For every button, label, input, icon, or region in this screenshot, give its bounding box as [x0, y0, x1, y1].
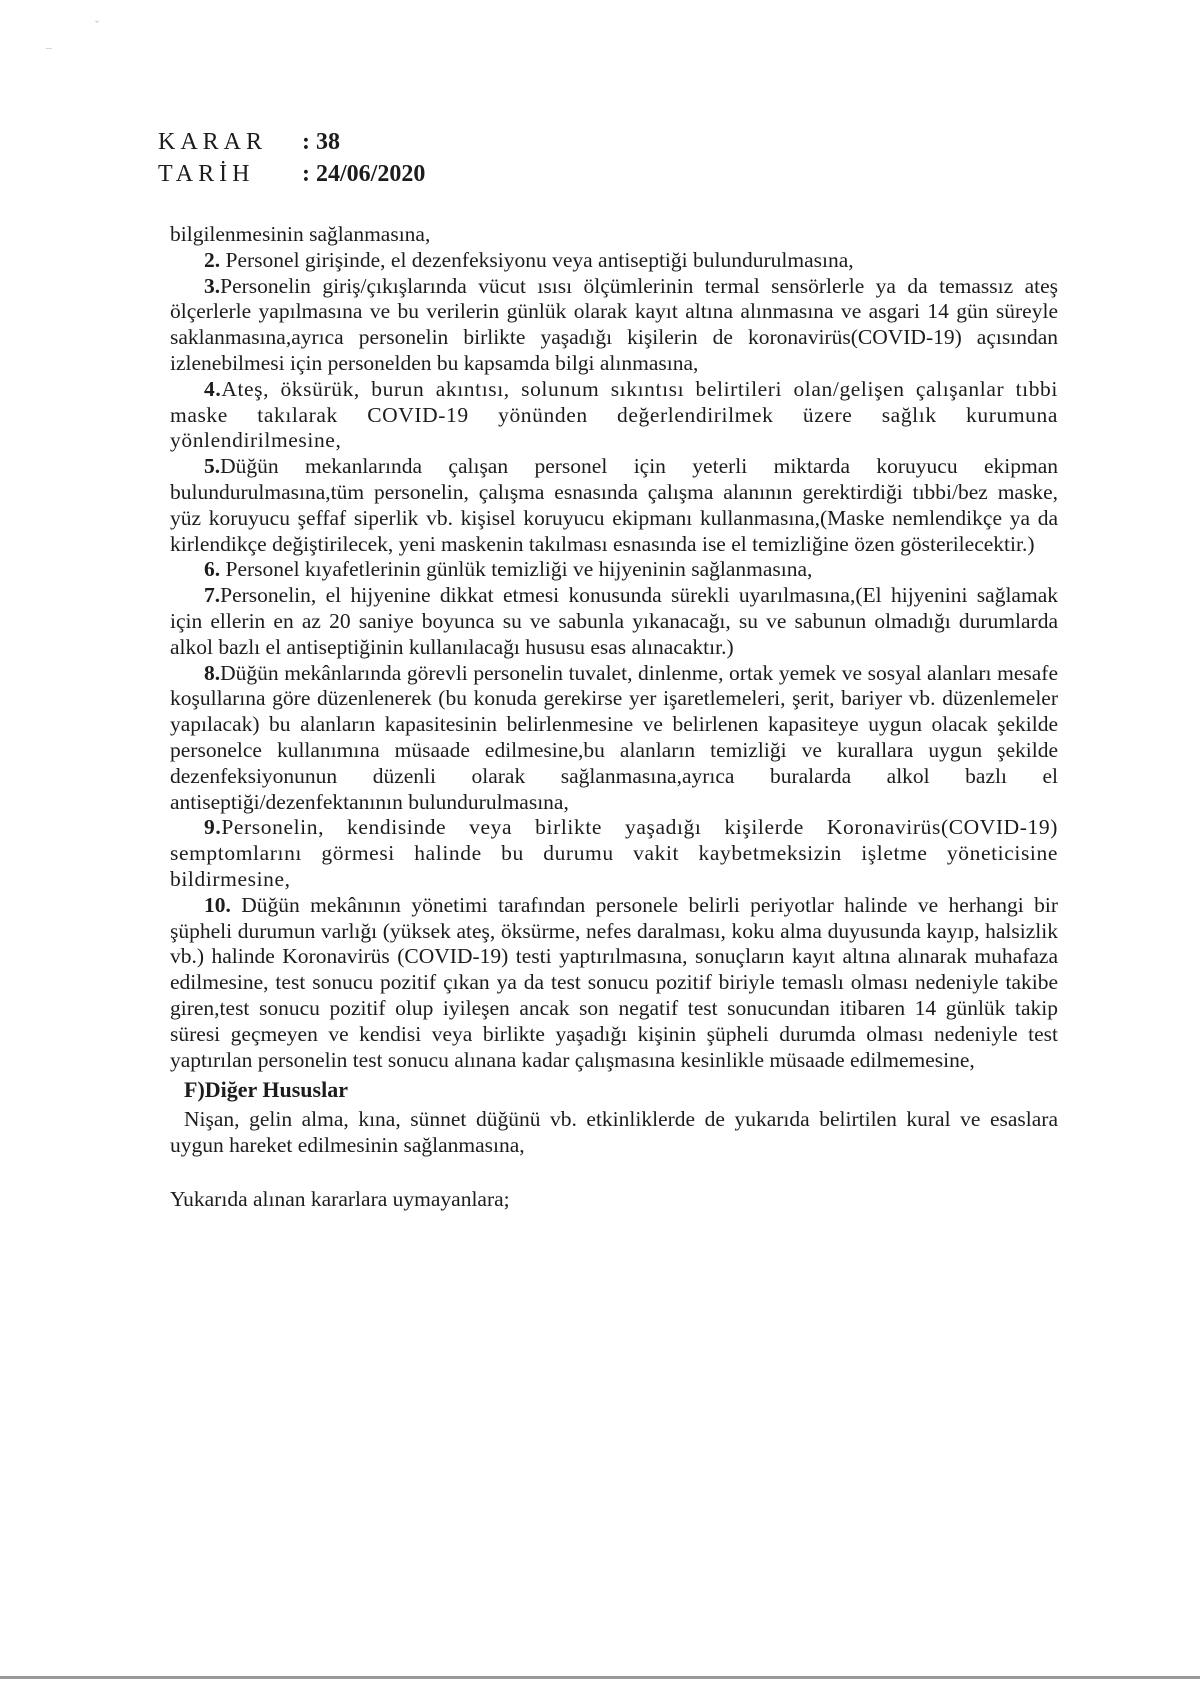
- list-item-3: [170, 274, 1058, 377]
- item-text: Personelin giriş/çıkışlarında vücut ısısı ölçümlerinin termal sensörlerle ya da temassız ateş ölçerlerle yapılmasına ve bu verilerin günlük olarak kayıt altına alınmasına ve asgari 14 gün süreyle saklanmasına,ayrıca personelin birlikte yaşadığı kişilerin de koronavirüs(COVID-19) açısından izlenebilmesi için personelden bu kapsamda bilgi alınmasına,: [170, 273, 1058, 375]
- decision-number-row: [158, 126, 425, 158]
- decision-number: : 38: [302, 129, 340, 155]
- decision-date-row: [158, 158, 425, 190]
- decision-header: [158, 126, 425, 190]
- item-text: Düğün mekânlarında görevli personelin tuvalet, dinlenme, ortak yemek ve sosyal alanları mesafe koşullarına göre düzenlenerek (bu konuda gerekirse yer işaretlemeleri, şerit, bariyer vb. düzenlemeler yapılacak) bu alanların kapasitesinin belirlenmesine ve belirlenen kapasiteye uygun olacak şekilde personelce kullanımına müsaade edilmesine,bu alanların temizliği ve kurallara uygun şekilde dezenfeksiyonunun düzenli olarak sağlanmasına,ayrıca buralarda alkol bazlı el antiseptiği/dezenfektanının bulundurulmasına,: [170, 660, 1058, 814]
- item-text: Personel girişinde, el dezenfeksiyonu veya antiseptiği bulundurulmasına,: [220, 247, 854, 272]
- item-number: 5.: [204, 454, 221, 479]
- scan-speck: –: [46, 40, 52, 54]
- section-heading: F)Diğer Hususlar: [184, 1077, 348, 1103]
- list-item-2: [170, 248, 1058, 274]
- item-number: 7.: [204, 583, 221, 608]
- item-text: Ateş, öksürük, burun akıntısı, solunum sıkıntısı belirtileri olan/gelişen çalışanlar tıbbi maske takılarak COVID-19 yönünden değerlendirilmek üzere sağlık kurumuna yönlendirilmesine,: [170, 376, 1058, 453]
- list-item-6: [170, 557, 1058, 583]
- list-item-7: [170, 583, 1058, 660]
- date-label: TARİH: [158, 161, 255, 187]
- list-item-5: [170, 454, 1058, 557]
- item-number: 6.: [204, 557, 221, 582]
- page-bottom-rule: [0, 1676, 1200, 1679]
- item-number: 2.: [204, 247, 221, 272]
- item-number: 8.: [204, 660, 221, 685]
- item-number: 9.: [204, 815, 222, 840]
- scan-speck: ˇ: [95, 18, 99, 32]
- list-item-10: [170, 893, 1058, 1074]
- item-text: Düğün mekanlarında çalışan personel için yeterli miktarda koruyucu ekipman bulundurulmasına,tüm personelin, çalışma esnasında çalışma alanının gerektirdiği tıbbi/bez maske, yüz koruyucu şeffaf siperlik vb. kişisel koruyucu ekipmanı kullanmasına,(Maske nemlendikçe ya da kirlendikçe değiştirilecek, yeni maskenin takılması esnasında ise el temizliğine özen gösterilecektir.): [170, 454, 1058, 556]
- closing-line: Yukarıda alınan kararlara uymayanlara;: [170, 1186, 510, 1211]
- decision-date: : 24/06/2020: [302, 161, 426, 187]
- item-number: 4.: [204, 376, 222, 401]
- item-text: Personelin, el hijyenine dikkat etmesi konusunda sürekli uyarılmasına,(El hijyenini sağlamak için ellerin en az 20 saniye boyunca su ve sabunla yıkanacağı, su ve sabunun olmadığı durumlarda alkol bazlı el antiseptiğinin kullanılacağı hususu esas alınacaktır.): [170, 583, 1058, 659]
- item-text: Personel kıyafetlerinin günlük temizliği ve hijyeninin sağlanmasına,: [220, 557, 813, 582]
- item-number: 3.: [204, 273, 221, 298]
- intro-continuation: bilgilenmesinin sağlanmasına,: [170, 222, 431, 246]
- decision-label: KARAR: [158, 129, 268, 155]
- item-text: Personelin, kendisinde veya birlikte yaşadığı kişilerde Koronavirüs(COVID-19) semptomlarını görmesi halinde bu durumu vakit kaybetmeksizin işletme yöneticisine bildirmesine,: [170, 815, 1058, 891]
- item-text: Düğün mekânının yönetimi tarafından personele belirli periyotlar halinde ve herhangi bir şüpheli durumun varlığı (yüksek ateş, öksürme, nefes daralması, koku alma duyusunda kayıp, halsizlik vb.) halinde Koronavirüs (COVID-19) testi yaptırılmasına, sonuçların kayıt altına alınarak muhafaza edilmesine, test sonucu pozitif çıkan ya da test sonucu pozitif biriyle temaslı olması nedeniyle takibe giren,test sonucu pozitif olup iyileşen ancak son negatif test sonucundan itibaren 14 günlük takip süresi geçmeyen ve kendisi veya birlikte yaşadığı kişinin şüpheli durumda olması nedeniyle test yaptırılan personelin test sonucu alınana kadar çalışmasına kesinlikle müsaade edilmemesine,: [170, 892, 1058, 1072]
- item-number: 10.: [204, 892, 231, 917]
- section-paragraph: Nişan, gelin alma, kına, sünnet düğünü vb. etkinliklerde de yukarıda belirtilen kural ve esaslara uygun hareket edilmesinin sağlanmasına,: [170, 1107, 1058, 1157]
- list-item-9: [170, 815, 1058, 892]
- list-item-4: [170, 377, 1058, 454]
- document-body: [170, 222, 1058, 1212]
- list-item-8: [170, 661, 1058, 816]
